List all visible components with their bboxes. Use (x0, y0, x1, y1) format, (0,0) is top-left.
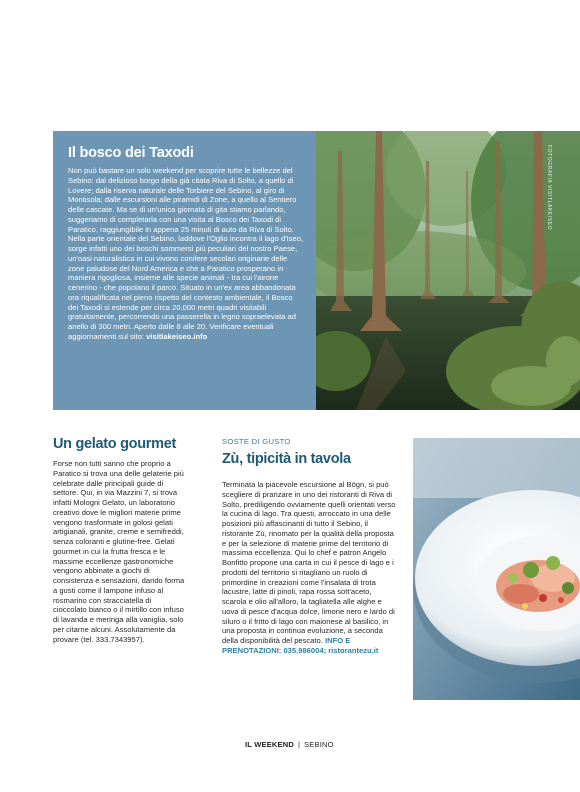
gelato-body: Forse non tutti sanno che proprio a Paratico si trova una delle gelaterie più celebrate dalle principali guide di settore. Qui, in via Mazzini 7, si trova infatti Mologni Gelato, un laboratorio creativo dove le migliori materie prime vengono trasformate in golosi gelati artigianali, granite, creme e semifreddi, senza coloranti e glutine-free. Gelati gourmet in cui la frutta fresca e le massime eccellenze gastronomiche vengono abbinate a giochi di consistenza e sensazioni, dando forma a gusti come il lampone infuso al rosmarino con stracciatella di cioccolato bianco o il mirtillo con infuso di lavanda e meringa alla vaniglia, solo per citarne alcuni. Assolutamente da provare (tel. 333.7343957). (53, 459, 185, 644)
zu-body (222, 480, 398, 656)
photo-credit: FOTOGRAFIA VISITLAKEISEO (546, 145, 552, 231)
food-photo (413, 438, 580, 700)
zu-body-text: Terminata la piacevole escursione al Bögn, si può scegliere di pranzare in uno dei ristoranti di Riva di Solto, prediligendo ovviamente quelli orientati verso la cucina di lago. Tra questi, arroccato in una delle posizioni più affascinanti di tutto il Sebino, il ristorante Zù, rinomato per la qualità della proposta e per la selezione di materie prime del territorio di massima eccellenza. Qui lo chef e patron Angelo Bonfitto propone una carta in cui il pesce di lago e i prodotti del territorio si ritagliano un ruolo di primordine in creazioni come l'insalata di trota lacustre, latte di pinoli, rapa rossa sott'aceto, scarola e olio all'alloro, la tagliatella alle alghe e uova di pesce d'acqua dolce, limone nero e lardo di siluro o il fritto di lago con maionese al basilico, in una proposta in continua evoluzione, a seconda della disponibilità del pescato. (222, 480, 396, 645)
gelato-title: Un gelato gourmet (53, 436, 176, 452)
footer-brand: IL WEEKEND (245, 740, 294, 749)
footer-section: SEBINO (304, 740, 334, 749)
taxodi-body-text: Non può bastare un solo weekend per scoprire tutte le bellezze del Sebino: dal delizioso borgo della già citata Riva di Solto, a quello di Lovere; dalla riserva naturale delle Torbiere del Sebino, al giro di Montisola; dalle escursioni alle piramidi di Zone, a quello al Sentiero delle cascate. Ma se di un'unica giornata di gita stiamo parlando, suggeriamo di completarla con una visita al Bosco dei Taxodi di Paratico, raggiungibile in appena 25 minuti di auto da Riva di Solto. Nella parte orientale del Sebino, laddove l'Oglio incontra il lago d'Iseo, sorge infatti uno dei boschi sommersi più peculiari del nostro Paese, un'oasi naturalistica in cui vivono conifere secolari originarie delle zone paludose del Nord America e che a Paratico prosperano in maniera rigogliosa, insieme alle specie animali - tra cui l'airone cenerino - che popolano il parco. Situato in un'ex area abbandonata ora riqualificata nel pieno rispetto del contesto ambientale, il Bosco dei Taxodi si estende per circa 20.000 metri quadri visitabili gratuitamente, percorrendo una passerella in legno sopraelevata ad anello di 300 metri. Aperto dalle 8 alle 20. Verificare eventuali aggiornamenti sul sito: (68, 166, 304, 341)
page-footer (245, 740, 334, 749)
footer-separator: | (297, 740, 301, 749)
zu-info[interactable]: INFO E PRENOTAZIONI: 035.986004; ristorantezu.it (222, 636, 379, 655)
taxodi-box (53, 131, 316, 410)
taxodi-title: Il bosco dei Taxodi (68, 145, 194, 161)
forest-photo (316, 131, 580, 410)
zu-title: Zù, tipicità in tavola (222, 451, 351, 467)
zu-kicker: SOSTE DI GUSTO (222, 437, 291, 446)
taxodi-body (68, 166, 304, 342)
taxodi-link[interactable]: visitlakeiseo.info (146, 331, 208, 341)
